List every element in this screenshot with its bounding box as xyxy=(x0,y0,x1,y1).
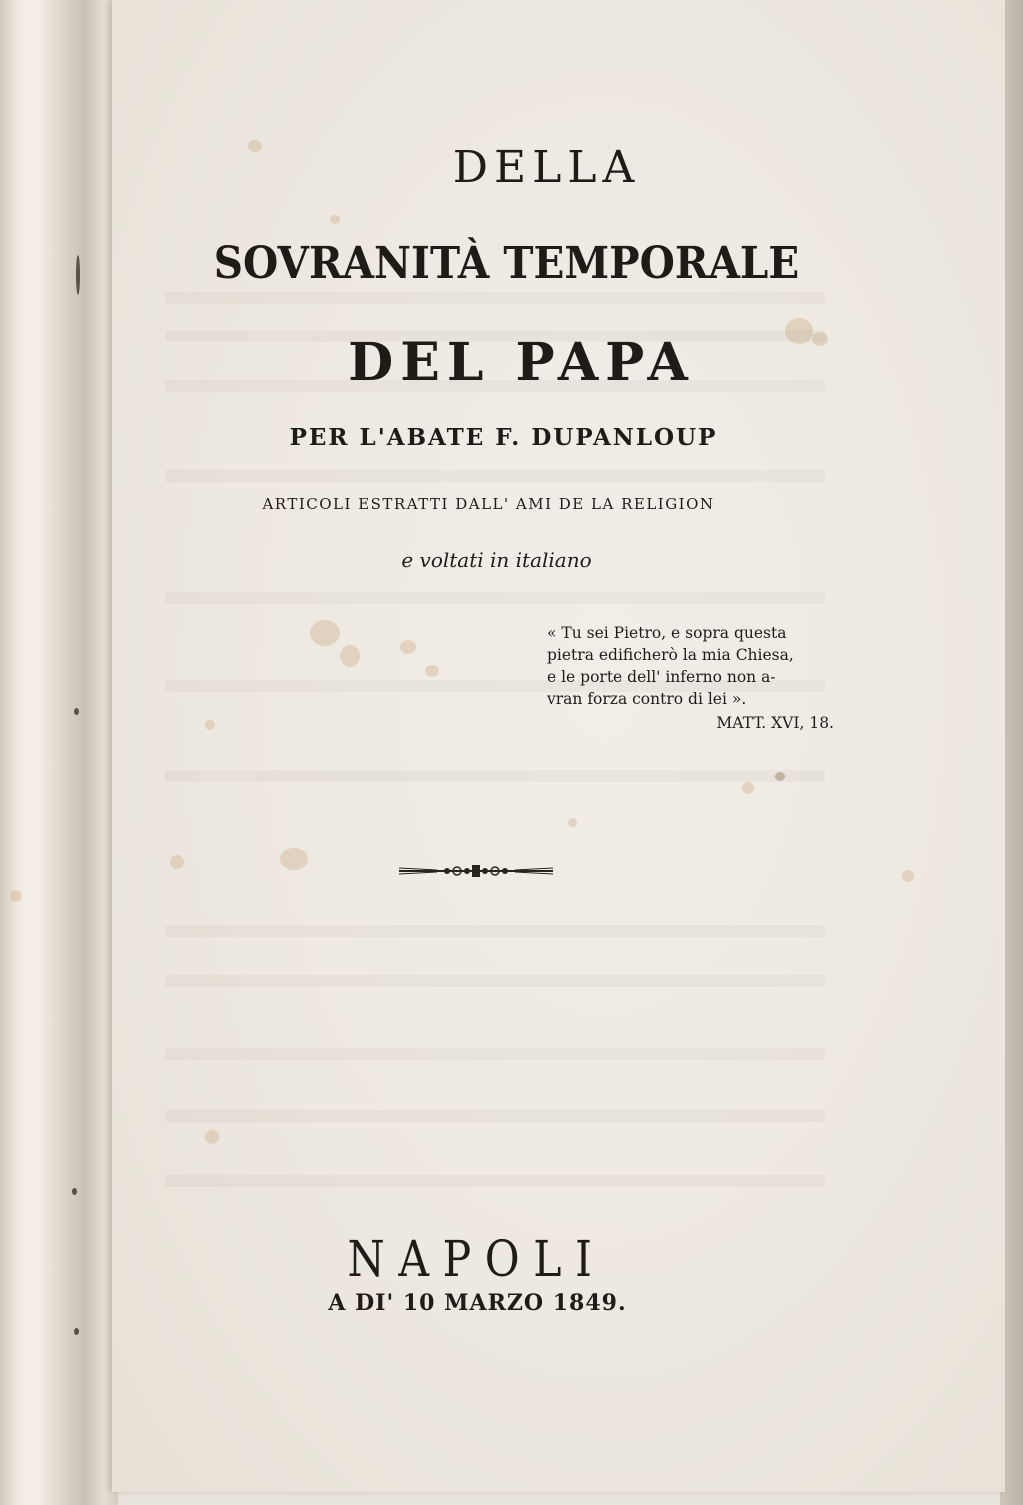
bleed-through-line xyxy=(165,770,825,782)
foxing-spot xyxy=(10,890,22,902)
foxing-spot xyxy=(568,818,577,827)
ornament-rule-icon xyxy=(397,860,555,882)
foxing-spot xyxy=(742,782,754,794)
foxing-spot xyxy=(902,870,914,882)
binding-hole xyxy=(74,708,79,715)
epigraph xyxy=(547,622,847,710)
subtitle-line: ARTICOLI ESTRATTI DALL' AMI DE LA RELIGION xyxy=(262,495,715,513)
foxing-spot xyxy=(170,855,184,869)
bleed-through-line xyxy=(165,925,825,937)
bleed-through-line xyxy=(165,975,825,987)
bleed-through-line xyxy=(165,470,825,482)
translation-note: e voltati in italiano xyxy=(401,548,592,572)
epigraph-line: pietra edificherò la mia Chiesa, xyxy=(547,646,794,664)
epigraph-line: e le porte dell' inferno non a- xyxy=(547,668,776,686)
epigraph-line: vran forza contro di lei ». xyxy=(547,690,747,708)
foxing-spot xyxy=(205,1130,219,1144)
binding-hole xyxy=(74,1328,79,1335)
bleed-through-line xyxy=(165,1110,825,1122)
foxing-spot xyxy=(310,620,340,646)
imprint-date: A DI' 10 MARZO 1849. xyxy=(328,1290,627,1316)
binding-thread xyxy=(76,255,80,295)
binding-hole xyxy=(72,1188,77,1195)
foxing-spot xyxy=(425,665,439,677)
title-line-1: DELLA xyxy=(452,142,641,193)
title-line-2: SOVRANITÀ TEMPORALE xyxy=(213,238,800,289)
bleed-through-line xyxy=(165,292,825,304)
foxing-spot xyxy=(205,720,215,730)
imprint-city: NAPOLI xyxy=(347,1230,606,1288)
foxing-spot xyxy=(330,215,340,224)
bleed-through-line xyxy=(165,592,825,604)
epigraph-citation: MATT. XVI, 18. xyxy=(716,714,834,732)
epigraph-line: « Tu sei Pietro, e sopra questa xyxy=(547,624,787,642)
title-line-3: DEL PAPA xyxy=(348,332,695,393)
foxing-spot xyxy=(340,645,360,667)
bleed-through-line xyxy=(165,1048,825,1060)
foxing-spot xyxy=(400,640,416,654)
author-line: PER L'ABATE F. DUPANLOUP xyxy=(289,424,718,451)
bleed-through-line xyxy=(165,1175,825,1187)
foxing-spot xyxy=(280,848,308,870)
